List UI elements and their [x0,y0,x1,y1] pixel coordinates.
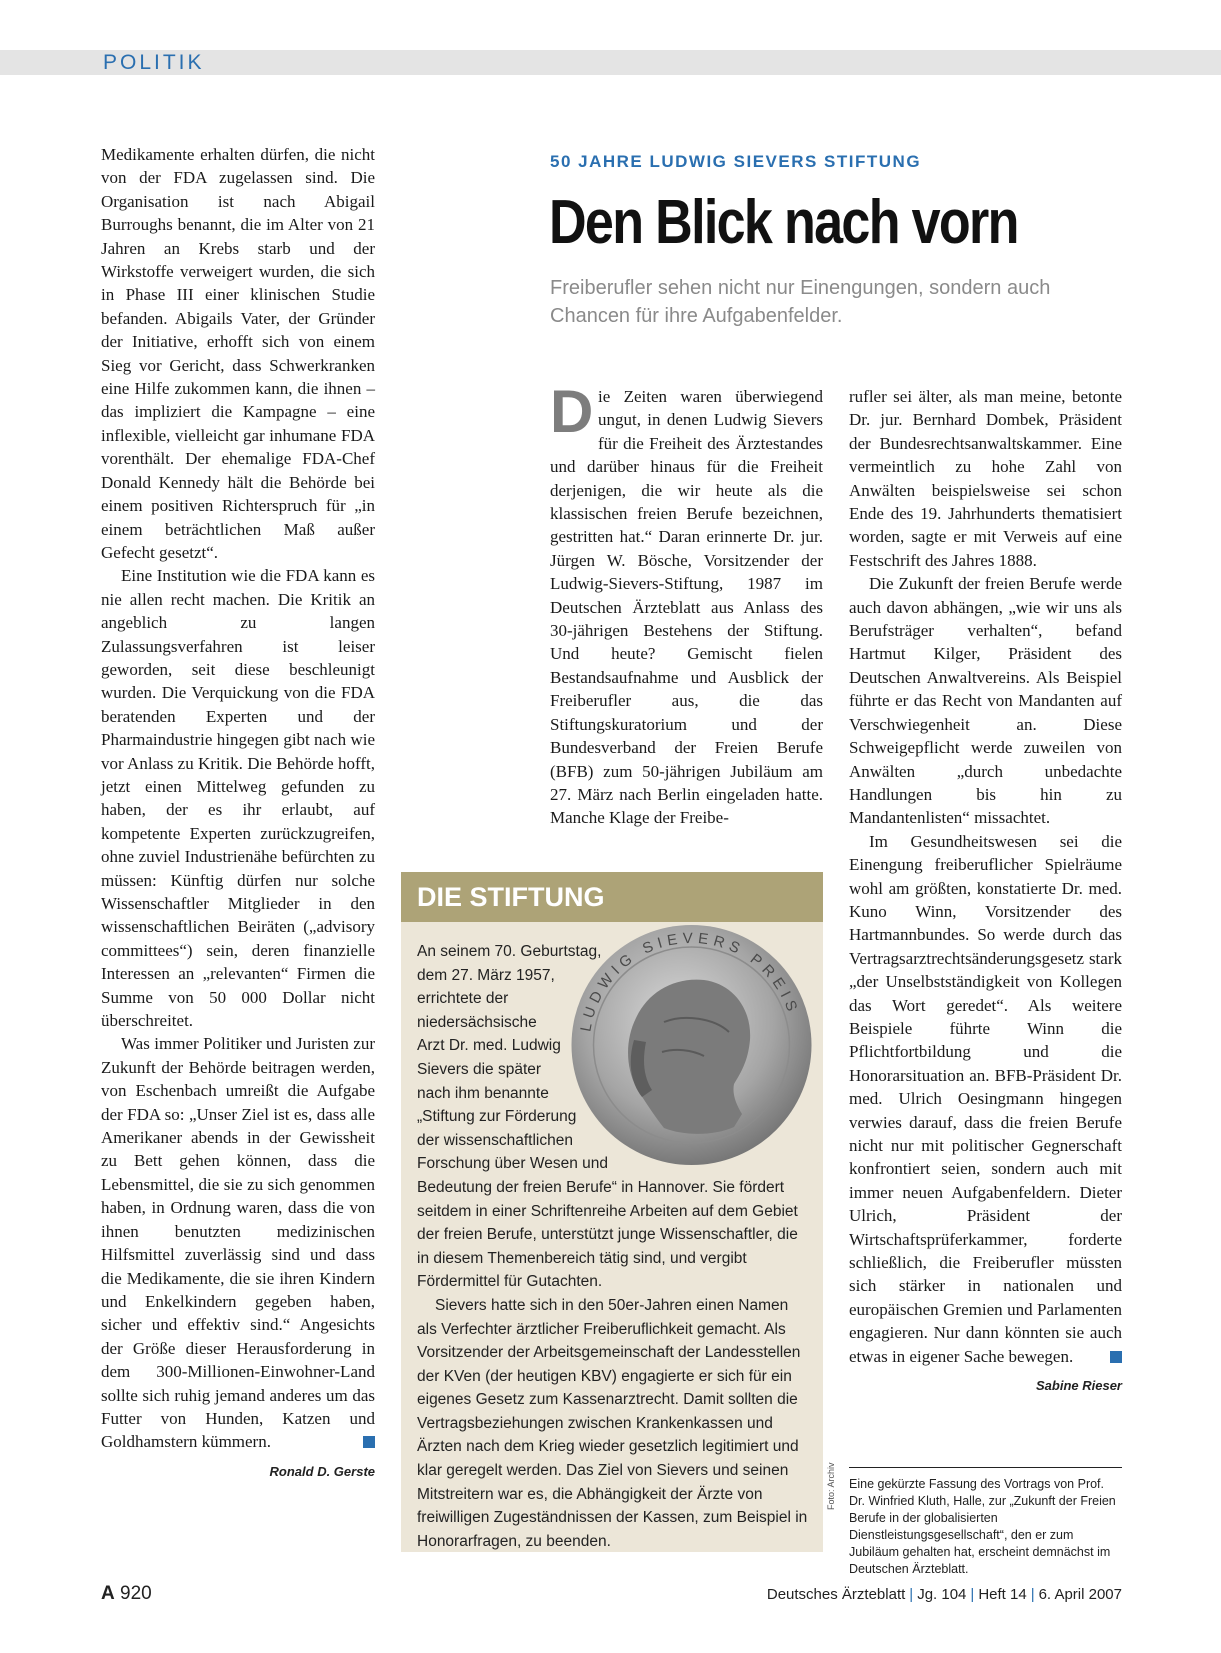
footer-separator: | [970,1586,975,1603]
article-paragraph-3: Die Zukunft der freien Berufe werde auch davon abhängen, „wie wir uns als Berufsträger verhalten“, befand Hartmut Kilger, Präsident des Deutschen Anwaltvereins. Als Beispiel führte er das Recht von Mandanten auf Verschwiegenheit an. Diese Schweigepflicht werde zuweilen von Anwälten „durch unbedachte Handlungen bis hin zu Mandantenlisten“ missachtet. [849,574,1122,828]
info-box-paragraph-1: An seinem 70. Geburtstag, dem 27. März 1957, errichtete der niedersächsische Arzt Dr. med. Ludwig Sievers die später nach ihm benannte „Stiftung zur Förderung der wissenschaftlichen Forschung über Wesen und Bedeutung der freien Berufe“ in Hannover. Sie fördert seitdem in einer Schriftenreihe Arbeiten auf dem Gebiet der freien Berufe, unterstützt junge Wissenschaftler, die in diesem Themenbereich tätig sind, und vergibt Fördermittel für Gutachten. [417,943,798,1291]
page-number [101,1583,152,1605]
left-article-author: Ronald D. Gerste [269,1463,375,1479]
article-footnote: Eine gekürzte Fassung des Vortrags von Prof. Dr. Winfried Kluth, Halle, zur „Zukunft der Freien Berufe in der globalisierten Dienstleistungsgesellschaft“, den er zum Jubiläum gehalten hat, erscheint demnächst im Deutschen Ärzteblatt. [849,1467,1122,1578]
article-paragraph-4: Im Gesundheitswesen sei die Einengung freiberuflicher Spielräume wohl am größten, konstatierte Dr. med. Kuno Winn, Vorsitzender des Hartmannbundes. So werde durch das Vertragsarztrechtsänderungsgesetz stark „der Unselbstständigkeit von Kollegen das Wort geredet“. Als weitere Beispiele führte Winn die Pflichtfortbildung und die Honorarsituation an. BFB-Präsident Dr. med. Ulrich Oesingmann hingegen verwies darauf, dass die freien Berufe nicht nur mit politischer Gegnerschaft konfrontiert seien, sondern auch mit immer neuen Aufgabenfeldern. Dieter Ulrich, Präsident der Wirtschaftsprüferkammer, forderte schließlich, die Freiberufler müssten sich stärker in nationalen und europäischen Gremien und Parlamenten engagieren. Nur dann könnten sie auch etwas in eigener Sache bewegen. [849,831,1122,1366]
journal-volume: Jg. 104 [917,1586,967,1603]
article-column-1 [550,378,823,830]
left-paragraph-2: Eine Institution wie die FDA kann es nie allen recht machen. Die Kritik an angeblich zu langen Zulassungsverfahren ist leiser geworden, seit diese beschleunigt wurden. Die Verquickung von die FDA beratenden Experten und der Pharmaindustrie hingegen gibt nach wie vor Anlass zu Kritik. Die Behörde hofft, jetzt einen Mittelweg gefunden zu haben, der es ihr erlaubt, auf kompetente Experten zurückzugreifen, ohne zuviel Industrienähe befürchten zu müssen: Künftig dürfen nur solche Wissenschaftler Mitglieder in den wissenschaftlichen Beiräten („advisory committees“) sein, deren finanzielle Interessen an „relevanten“ Firmen die Summe von 50 000 Dollar nicht überschreitet. [101,566,375,1031]
left-paragraph-3: Was immer Politiker und Juristen zur Zukunft der Behörde beitragen werden, von Eschenbach umreißt die Aufgabe der FDA so: „Unser Ziel ist es, dass alle Amerikaner abends in der Gewissheit zu Bett gehen können, dass die Lebensmittel, die sie zu sich genommen haben, in Ordnung waren, dass die von ihnen benutzten medizinischen Hilfsmittel zuverlässig sind und dass die Medikamente, die sie ihren Kindern und Enkelkindern gegeben haben, sicher und effektiv sind.“ Angesichts der Größe dieser Herausforderung in dem 300-Millionen-Einwohner-Land sollte sich ruhig jemand anderes um das Futter von Hunden, Katzen und Goldhamstern kümmern. [101,1034,375,1452]
article-kicker: 50 JAHRE LUDWIG SIEVERS STIFTUNG [550,152,922,171]
left-article-column [101,143,375,1483]
section-label: POLITIK [103,51,205,74]
journal-issue: Heft 14 [978,1586,1027,1603]
info-box-title: DIE STIFTUNG [401,872,823,922]
journal-date: 6. April 2007 [1038,1586,1122,1603]
end-mark-icon [1110,1351,1122,1363]
info-box-paragraph-2: Sievers hatte sich in den 50er-Jahren einen Namen als Verfechter ärztlicher Freiberuflichkeit gemacht. Als Vorsitzender der Arbeitsgemeinschaft der Landesstellen der KVen (der heutigen KBV) engagierte er sich für ein eigenes Gesetz zum Kassenarztrecht. Damit sollten die Vertragsbeziehungen zwischen Krankenkassen und Ärzten nach dem Krieg wieder gesetzlich legitimiert und klar geregelt werden. Das Ziel von Sievers und seinen Mitstreitern war es, die Abhängigkeit der Ärzte von freiwilligen Zugeständnissen der Kassen, zum Beispiel in Honorarfragen, zu beenden. [417,1296,808,1550]
journal-name: Deutsches Ärzteblatt [766,1586,906,1603]
article-author: Sabine Rieser [1036,1378,1122,1394]
article-intro-paragraph: Die Zeiten waren überwiegend ungut, in denen Ludwig Sievers für die Freiheit des Ärztestandes und darüber hinaus für die Freiheit derjenigen, die wir heute als die klassischen freien Berufe bezeichnen, gestritten hat.“ Daran erinnerte Dr. jur. Jürgen W. Bösche, Vorsitzender der Ludwig-Sievers-Stiftung, 1987 im Deutschen Ärzteblatt aus Anlass des 30-jährigen Bestehens der Stiftung. Und heute? Gemischt fielen Bestandsaufnahme und Ausblick der Freiberufler aus, die das Stiftungskuratorium und der Bundesverband der Freien Berufe (BFB) zum 50-jährigen Jubiläum am 27. März nach Berlin eingeladen hatte. Manche Klage der Freibe- [550,378,823,828]
footer-separator: | [1030,1586,1035,1603]
page-number-value: 920 [120,1583,152,1604]
footer-separator: | [909,1586,914,1603]
journal-footer [767,1586,1122,1603]
medal-portrait-image [564,922,819,1168]
info-box-die-stiftung [401,872,823,1552]
photo-credit: Foto: Archiv [826,1462,836,1510]
article-headline: Den Blick nach vorn [549,188,1018,257]
article-column-2 [849,385,1122,1397]
article-paragraph-2: rufler sei älter, als man meine, betonte Dr. jur. Bernhard Dombek, Präsident der Bundesrechtsanwaltskammer. Eine vermeintlich zu hohe Zahl von Anwälten beispielsweise sei schon Ende des 19. Jahrhunderts thematisiert worden, sagte er mit Verweis auf eine Festschrift des Jahres 1888. [849,387,1122,570]
end-mark-icon [363,1436,375,1448]
medal-inscription: LUDWIG SIEVERS PREIS [577,929,802,1033]
page-prefix: A [101,1583,115,1604]
info-box-body [401,922,823,1553]
drop-cap: D [550,378,594,445]
left-paragraph-1: Medikamente erhalten dürfen, die nicht von der FDA zugelassen sind. Die Organisation ist nach Abigail Burroughs benannt, die im Alter von 21 Jahren an Krebs starb und der Wirkstoffe verweigert wurden, die sich in Phase III einer klinischen Studie befanden. Abigails Vater, der Gründer der Initiative, erhofft sich von einem Sieg vor Gericht, dass Schwerkranken eine Hilfe zukommen kann, die ihnen – das impliziert die Kampagne – eine inflexible, vielleicht gar inhumane FDA vorenthält. Der ehemalige FDA-Chef Donald Kennedy hält die Behörde bei einem positiven Richterspruch für „in einem beträchtlichen Maß außer Gefecht gesetzt“. [101,145,375,562]
article-subhead: Freiberufler sehen nicht nur Einengungen, sondern auch Chancen für ihre Aufgabenfelder. [550,277,1051,327]
